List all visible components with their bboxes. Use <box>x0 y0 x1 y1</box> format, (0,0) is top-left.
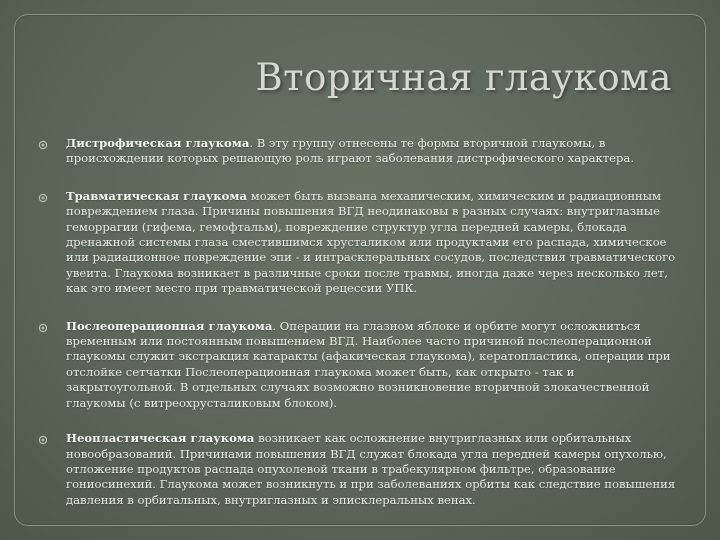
list-item-body: возникает как осложнение внутриглазных или орбитальных новообразований. Причинами повышения ВГД служат блокада угла передней камеры опухолью, отложение продуктов распада опухолевой ткани в трабекулярном фильтре, образование гониосинехий. Глаукома может возникнуть и при заболеваниях орбиты как следствие повышения давления в орбитальных, внутриглазных и эписклеральных венах. <box>66 431 676 507</box>
list-item-body: . В эту группу отнесены те формы вторичной глаукомы, в происхождении которых решающую роль играют заболевания дистрофического характера. <box>66 136 635 166</box>
list-item <box>36 136 684 167</box>
list-item-text <box>66 189 684 297</box>
list-item <box>36 319 684 411</box>
list-item-term: Неопластическая глаукома <box>66 431 255 446</box>
circle-bullet-icon <box>38 193 48 203</box>
list-item-term: Дистрофическая глаукома <box>66 136 250 150</box>
list-item <box>36 431 684 508</box>
circle-bullet-icon <box>38 140 48 150</box>
list-item <box>36 189 684 297</box>
list-item-text <box>66 319 684 411</box>
circle-bullet-icon <box>38 323 48 333</box>
list-item-term: Послеоперационная глаукома <box>66 318 273 333</box>
circle-bullet-icon <box>38 435 48 445</box>
list-item-body: может быть вызвана механическим, химическим и радиационным повреждением глаза. Причины повышения ВГД неодинаковы в разных случаях: внутриглазные геморрагии (гифема, гемофтальм), повреждение структур угла передней камеры, блокада дренажной системы глаза сместившимся хрусталиком или продуктами его распада, химическое или радиационное повреждение эпи - и интрасклеральных сосудов, последствия травматического увеита. Глаукома возникает в различные сроки после травмы, иногда даже через несколько лет, как это имеет место при травматической рецессии УПК. <box>66 188 676 296</box>
list-item-text <box>66 431 684 508</box>
list-item-body: . Операции на глазном яблоке и орбите могут осложниться временным или постоянным повышением ВГД. Наиболее часто причиной послеоперационной глаукомы служит экстракция катаракты (афакическая глаукома), кератопластика, операции при отслойке сетчатки Послеоперационная глаукома может быть, как открыто - так и закрытоугольной. В отдельных случаях возможно возникновение вторичной злокачественной глаукомы (с витреохрусталиковым блоком). <box>66 318 671 410</box>
list-item-term: Травматическая глаукома <box>66 188 247 203</box>
slide-title: Вторичная глаукома <box>255 56 672 99</box>
list-item-text <box>66 136 684 167</box>
bullet-list <box>36 136 684 526</box>
